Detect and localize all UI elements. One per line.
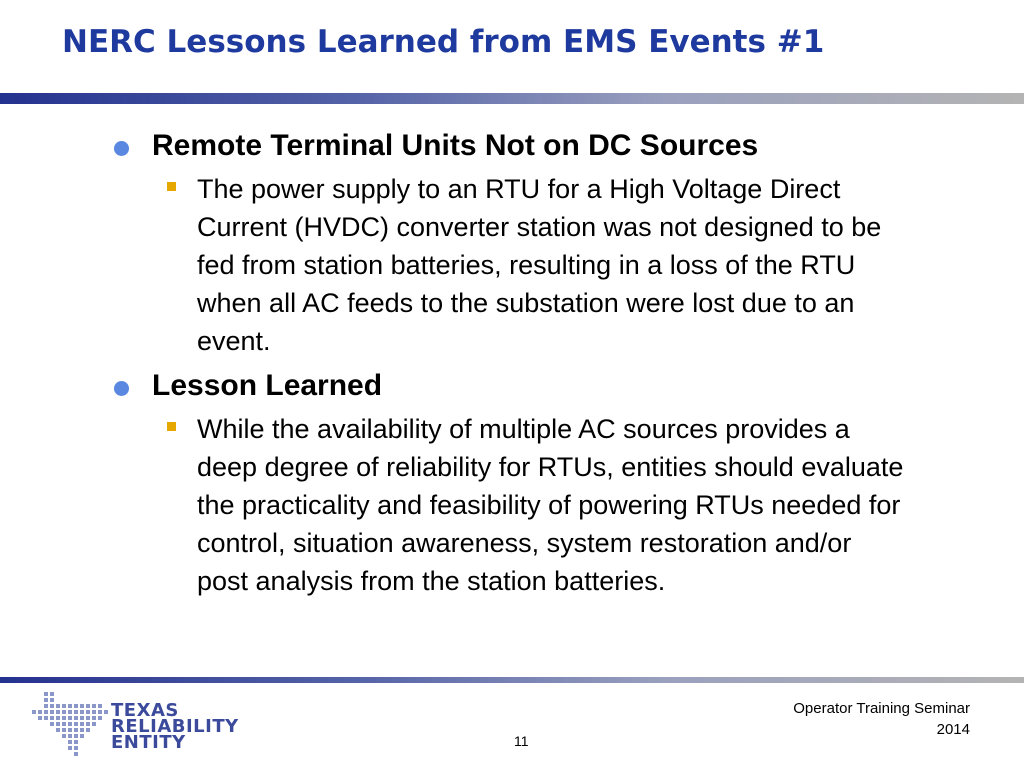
footer-divider	[0, 677, 1024, 683]
bullet-square-icon	[167, 422, 176, 431]
sub-bullet-text: The power supply to an RTU for a High Voltage Direct Current (HVDC) converter station was not designed to be fed from station batteries, resulting in a loss of the RTU when all AC feeds to the substation were lost due to an event.	[197, 174, 882, 356]
seminar-name: Operator Training Seminar	[793, 700, 970, 717]
sub-bullet-text: While the availability of multiple AC sources provides a deep degree of reliability for RTUs, entities should evaluate the practicality and feasibility of powering RTUs needed for control, situation awareness, system restoration and/or post analysis from the station batteries.	[197, 414, 904, 596]
slide-title: NERC Lessons Learned from EMS Events #1	[62, 24, 825, 60]
bullet-heading: Lesson Learned	[152, 369, 383, 402]
logo-line: RELIABILITY	[111, 716, 239, 737]
footer-seminar	[793, 698, 970, 740]
logo-line: ENTITY	[111, 732, 186, 753]
bullet-heading: Remote Terminal Units Not on DC Sources	[152, 129, 759, 162]
bullet-item	[108, 366, 928, 406]
bullet-dot-icon	[114, 381, 129, 396]
seminar-year: 2014	[936, 721, 970, 738]
logo-wordmark	[111, 700, 239, 753]
logo-line: TEXAS	[111, 700, 179, 721]
bullet-dot-icon	[114, 141, 129, 156]
bullet-square-icon	[167, 182, 176, 191]
sub-bullet-item	[108, 410, 928, 600]
slide-body	[108, 126, 928, 606]
page-number: 11	[514, 733, 529, 749]
bullet-item	[108, 126, 928, 166]
sub-bullet-item	[108, 170, 928, 360]
title-divider	[0, 93, 1024, 104]
texas-map-logo-icon	[32, 690, 112, 760]
